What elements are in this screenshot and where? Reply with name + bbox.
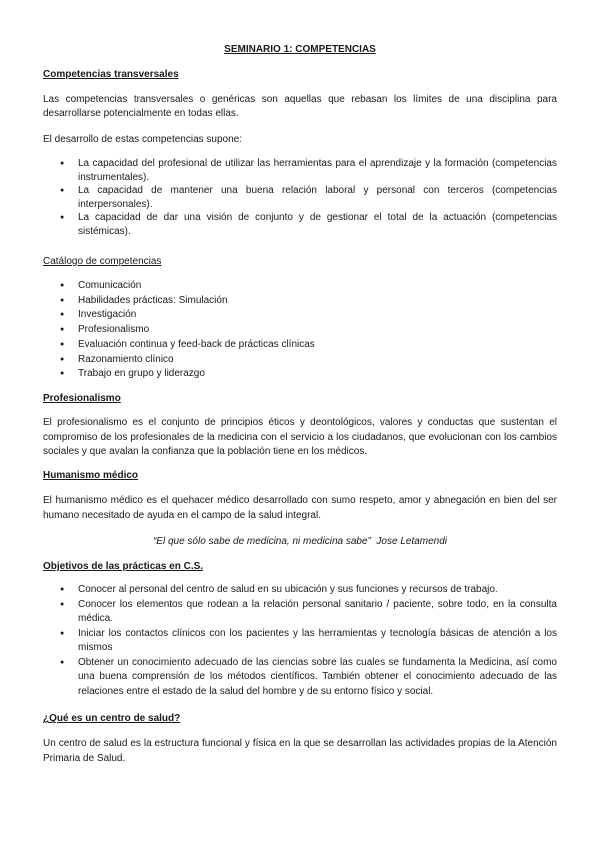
heading-transversales: Competencias transversales (43, 69, 179, 80)
heading-catalogo: Catálogo de competencias (43, 256, 162, 267)
humanismo-text: El humanismo médico es el quehacer médico desarrollado con sumo respeto, amor y abnegación en bien del ser humano necesitado de ayuda en el campo de la salud integral. (43, 495, 557, 521)
heading-objetivos: Objetivos de las prácticas en C.S. (43, 561, 204, 572)
list-item: ● La capacidad de dar una visión de conjunto y de gestionar el total de la actuación (competencias sistémicas). (43, 211, 557, 238)
heading-centro: ¿Qué es un centro de salud? (43, 713, 181, 724)
catalogo-list (43, 279, 557, 382)
objetivos-list (43, 583, 557, 699)
list-item: ● Evaluación continua y feed-back de prácticas clínicas (43, 338, 557, 353)
list-item: ● Iniciar los contactos clínicos con los pacientes y las herramientas y tecnología básicas de atención a los mismos (43, 627, 557, 656)
quote-author: Jose Letamendi (376, 536, 448, 547)
list-item: ● Profesionalismo (43, 323, 557, 338)
centro-text: Un centro de salud es la estructura funcional y física en la que se desarrollan las actividades propias de la Atención Primaria de Salud. (43, 738, 557, 764)
humanismo-quote (43, 535, 557, 549)
list-item: ● Investigación (43, 308, 557, 323)
list-item: ● Habilidades prácticas: Simulación (43, 294, 557, 309)
transversales-intro: Las competencias transversales o genéricas son aquellas que rebasan los límites de una disciplina para desarrollarse potencialmente en todas ellas. (43, 94, 557, 119)
list-item: ● Razonamiento clínico (43, 353, 557, 368)
transversales-desarrollo: El desarrollo de estas competencias supone: (43, 134, 243, 145)
heading-humanismo: Humanismo médico (43, 470, 139, 481)
quote-text: “El que sólo sabe de medicina, ni medicina sabe” (152, 536, 371, 547)
list-item: ● Obtener un conocimiento adecuado de las ciencias sobre las cuales se fundamenta la Medicina, así como una buena comprensión de los métodos científicos. También obtener el conocimiento adecuado de las relaciones entre el estado de la salud del hombre y de su entorno físico y social. (43, 656, 557, 700)
list-item: ● Conocer los elementos que rodean a la relación personal sanitario / paciente, sobre todo, en la consulta médica. (43, 598, 557, 627)
list-item: ● Conocer al personal del centro de salud en su ubicación y sus funciones y recursos de trabajo. (43, 583, 557, 598)
list-item: ● La capacidad del profesional de utilizar las herramientas para el aprendizaje y la formación (competencias instrumentales). (43, 157, 557, 184)
list-item: ● Trabajo en grupo y liderazgo (43, 367, 557, 382)
page-title: SEMINARIO 1: COMPETENCIAS (224, 44, 376, 55)
list-item: ● La capacidad de mantener una buena relación laboral y personal con terceros (competencias interpersonales). (43, 184, 557, 211)
transversales-list (43, 157, 557, 238)
list-item: ● Comunicación (43, 279, 557, 294)
heading-profesionalismo: Profesionalismo (43, 393, 121, 404)
profesionalismo-text: El profesionalismo es el conjunto de principios éticos y deontológicos, valores y conductas que sustentan el compromiso de los profesionales de la medicina con el servicio a los ciudadanos, que evolucionan con los cambios sociales y que avalan la confianza que la población tiene en los médicos. (43, 417, 557, 457)
